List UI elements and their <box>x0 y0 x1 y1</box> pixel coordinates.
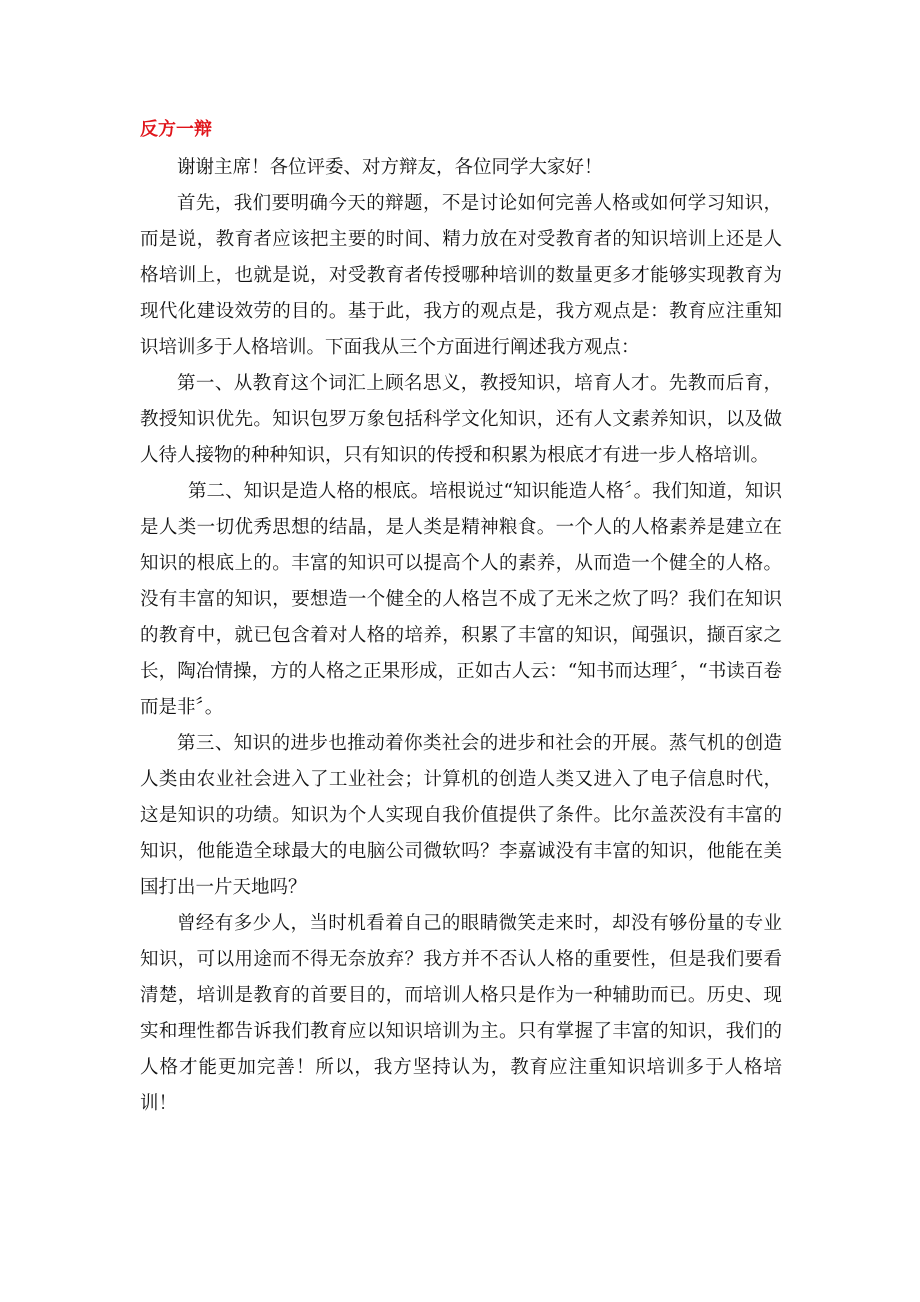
point-two-paragraph: 第二、知识是造人格的根底。培根说过“知识能造人格〞。我们知道，知识是人类一切优秀思想的结晶，是人类是精神粮食。一个人的人格素养是建立在知识的根底上的。丰富的知识可以提高个人的素养，从而造一个健全的人格。没有丰富的知识，要想造一个健全的人格岂不成了无米之炊了吗？我们在知识的教育中，就已包含着对人格的培养，积累了丰富的知识，闻强识，撷百家之长，陶冶情操，方的人格之正果形成，正如古人云：“知书而达理〞，“书读百卷而是非〞。 <box>140 481 782 718</box>
thesis-paragraph: 首先，我们要明确今天的辩题，不是讨论如何完善人格或如何学习知识，而是说，教育者应该把主要的时间、精力放在对受教育者的知识培训上还是人格培训上，也就是说，对受教育者传授哪种培训的数量更多才能够实现教育为现代化建设效劳的目的。基于此，我方的观点是，我方观点是：教育应注重知识培训多于人格培训。下面我从三个方面进行阐述我方观点： <box>140 193 782 358</box>
document-body <box>140 112 782 1122</box>
document-title: 反方一辩 <box>140 119 212 140</box>
greeting-paragraph: 谢谢主席！各位评委、对方辩友，各位同学大家好！ <box>177 157 603 178</box>
point-one-paragraph: 第一、从教育这个词汇上顾名思义，教授知识，培育人才。先教而后育，教授知识优先。知识包罗万象包括科学文化知识，还有人文素养知识，以及做人待人接物的种种知识，只有知识的传授和积累为根底才有进一步人格培训。 <box>140 373 782 466</box>
point-three-paragraph: 第三、知识的进步也推动着你类社会的进步和社会的开展。蒸气机的创造人类由农业社会进入了工业社会；计算机的创造人类又进入了电子信息时代，这是知识的功绩。知识为个人实现自我价值提供了条件。比尔盖茨没有丰富的知识，他能造全球最大的电脑公司微软吗？李嘉诚没有丰富的知识，他能在美国打出一片天地吗？ <box>140 733 782 898</box>
conclusion-paragraph: 曾经有多少人，当时机看着自己的眼睛微笑走来时，却没有够份量的专业知识，可以用途而不得无奈放弃？我方并不否认人格的重要性，但是我们要看清楚，培训是教育的首要目的，而培训人格只是作为一种辅助而已。历史、现实和理性都告诉我们教育应以知识培训为主。只有掌握了丰富的知识，我们的人格才能更加完善！所以，我方坚持认为，教育应注重知识培训多于人格培训！ <box>140 913 782 1114</box>
